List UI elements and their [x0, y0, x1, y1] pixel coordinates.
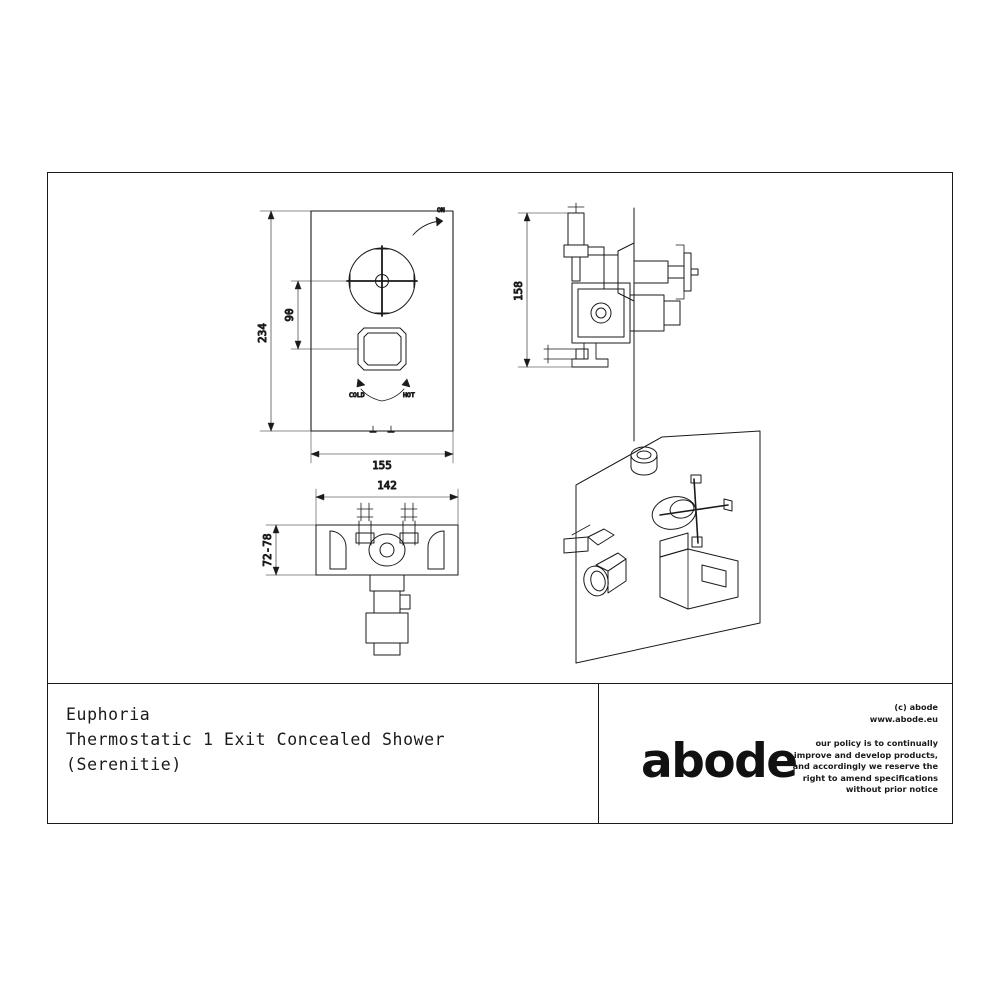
title-block	[48, 683, 952, 823]
policy-line: right to amend specifications	[802, 772, 938, 783]
drawing-sheet	[47, 172, 953, 824]
product-variant: (Serenitie)	[66, 755, 182, 774]
policy-line: and accordingly we reserve the	[792, 761, 938, 771]
copyright-text: (c) abode	[894, 702, 938, 712]
plan-view	[261, 479, 458, 655]
title-block-text	[48, 684, 599, 823]
dim-72-78: 72-78	[261, 533, 274, 567]
product-description: Thermostatic 1 Exit Concealed Shower	[66, 730, 446, 749]
legal-notice	[763, 702, 938, 796]
dim-158: 158	[512, 281, 525, 301]
abode-logo: abode	[641, 734, 797, 789]
title-block-brand-area	[599, 684, 952, 823]
side-elevation-view	[512, 203, 698, 441]
dim-90: 90	[283, 308, 296, 322]
annotation-cold: COLD	[349, 391, 365, 399]
dim-142: 142	[377, 479, 397, 492]
annotation-hot: HOT	[403, 391, 415, 399]
technical-drawing-svg	[48, 173, 952, 683]
website-url[interactable]: www.abode.eu	[869, 713, 938, 724]
dim-234: 234	[256, 323, 269, 343]
policy-text	[763, 738, 938, 796]
policy-line: without prior notice	[845, 784, 938, 794]
policy-line: our policy is to continually	[815, 738, 938, 748]
policy-line: improve and develop products,	[793, 749, 938, 760]
svg-text:ON: ON	[437, 206, 445, 214]
drawing-area	[48, 173, 952, 683]
isometric-view	[564, 431, 760, 663]
product-name: Euphoria	[66, 705, 151, 724]
dim-155: 155	[372, 459, 392, 472]
front-elevation-view	[256, 206, 453, 472]
